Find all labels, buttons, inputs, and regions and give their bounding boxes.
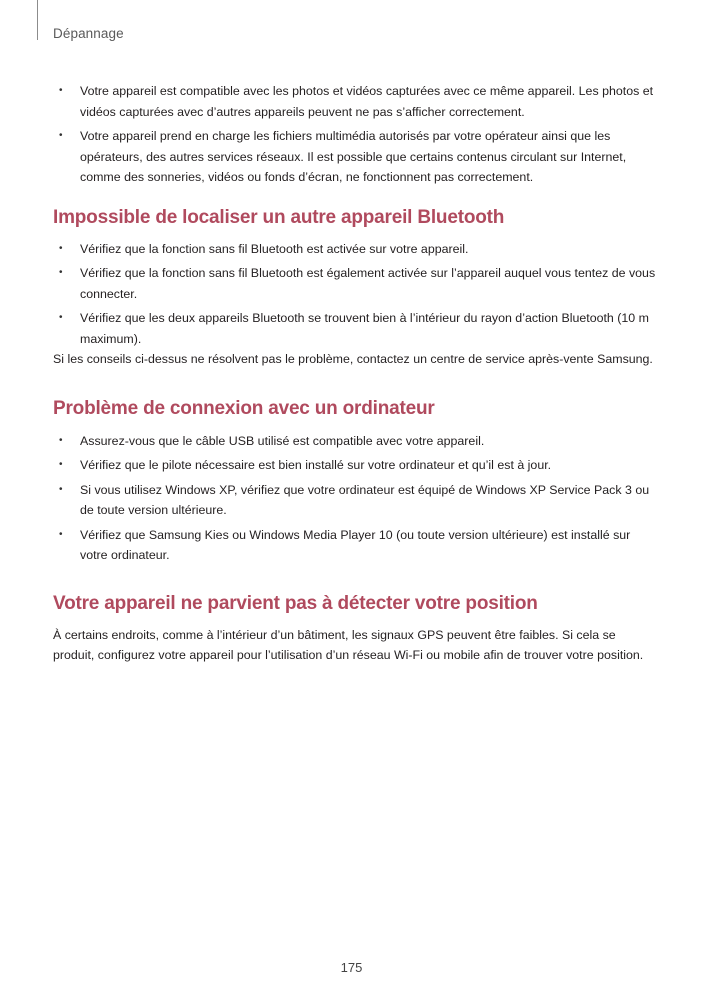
list-item [53,308,657,349]
list-item-text: Vérifiez que Samsung Kies ou Windows Media Player 10 (ou toute version ultérieure) est installé sur votre ordinateur. [80,527,631,562]
intro-bullet-list [53,81,657,188]
bullet-icon: • [59,85,63,96]
list-item [53,480,657,521]
bluetooth-bullet-list [53,239,657,350]
bullet-icon: • [59,267,63,278]
list-item-text: Votre appareil est compatible avec les photos et vidéos capturées avec ce même appareil. Les photos et vidéos capturées avec d’autres appareils peuvent ne pas s’afficher correctement. [80,84,654,119]
list-item-text: Vérifiez que le pilote nécessaire est bien installé sur votre ordinateur et qu’il est à jour. [80,458,552,472]
list-item-text: Si vous utilisez Windows XP, vérifiez que votre ordinateur est équipé de Windows XP Service Pack 3 ou de toute version ultérieure. [80,482,650,517]
bullet-icon: • [59,130,63,141]
computer-bullet-list [53,431,657,566]
page-content [53,81,657,666]
bullet-icon: • [59,242,63,254]
bullet-icon: • [59,528,63,540]
list-item [53,431,657,452]
list-item [53,263,657,304]
list-item-text: Assurez-vous que le câble USB utilisé est compatible avec votre appareil. [80,433,485,448]
bullet-icon: • [59,312,63,323]
section-title-location: Votre appareil ne parvient pas à détecter votre position [53,592,538,614]
location-paragraph: À certains endroits, comme à l’intérieur d’un bâtiment, les signaux GPS peuvent être faibles. Si cela se produit, configurez votre appareil pour l’utilisation d’un réseau Wi-Fi ou mobile afin de trouver votre position. [53,627,644,662]
bullet-icon: • [59,483,63,495]
margin-rule [37,0,38,40]
list-item-text: Votre appareil prend en charge les fichiers multimédia autorisés par votre opérateur ainsi que les opérateurs, des autres services réseaux. Il est possible que certains contenus circulant sur Internet, comme des sonneries, vidéos ou fonds d’écran, ne fonctionnent pas correctement. [80,129,627,184]
list-item-text: Vérifiez que la fonction sans fil Bluetooth est également activée sur l’appareil auquel vous tentez de vous connecter. [80,266,656,301]
bullet-icon: • [59,434,63,446]
bullet-icon: • [59,459,63,470]
list-item-text: Vérifiez que les deux appareils Bluetooth se trouvent bien à l’intérieur du rayon d’action Bluetooth (10 m maximum). [80,311,649,346]
bluetooth-note: Si les conseils ci-dessus ne résolvent pas le problème, contactez un centre de service après-vente Samsung. [53,352,653,366]
header-title: Dépannage [53,26,124,41]
list-item [53,525,657,566]
list-item [53,239,657,260]
section-title-bluetooth: Impossible de localiser un autre appareil Bluetooth [53,206,505,228]
page-number: 175 [340,960,363,975]
list-item-text: Vérifiez que la fonction sans fil Bluetooth est activée sur votre appareil. [80,241,469,256]
section-title-computer-connection: Problème de connexion avec un ordinateur [53,397,435,419]
list-item [53,126,657,188]
list-item [53,455,657,476]
list-item [53,81,657,122]
